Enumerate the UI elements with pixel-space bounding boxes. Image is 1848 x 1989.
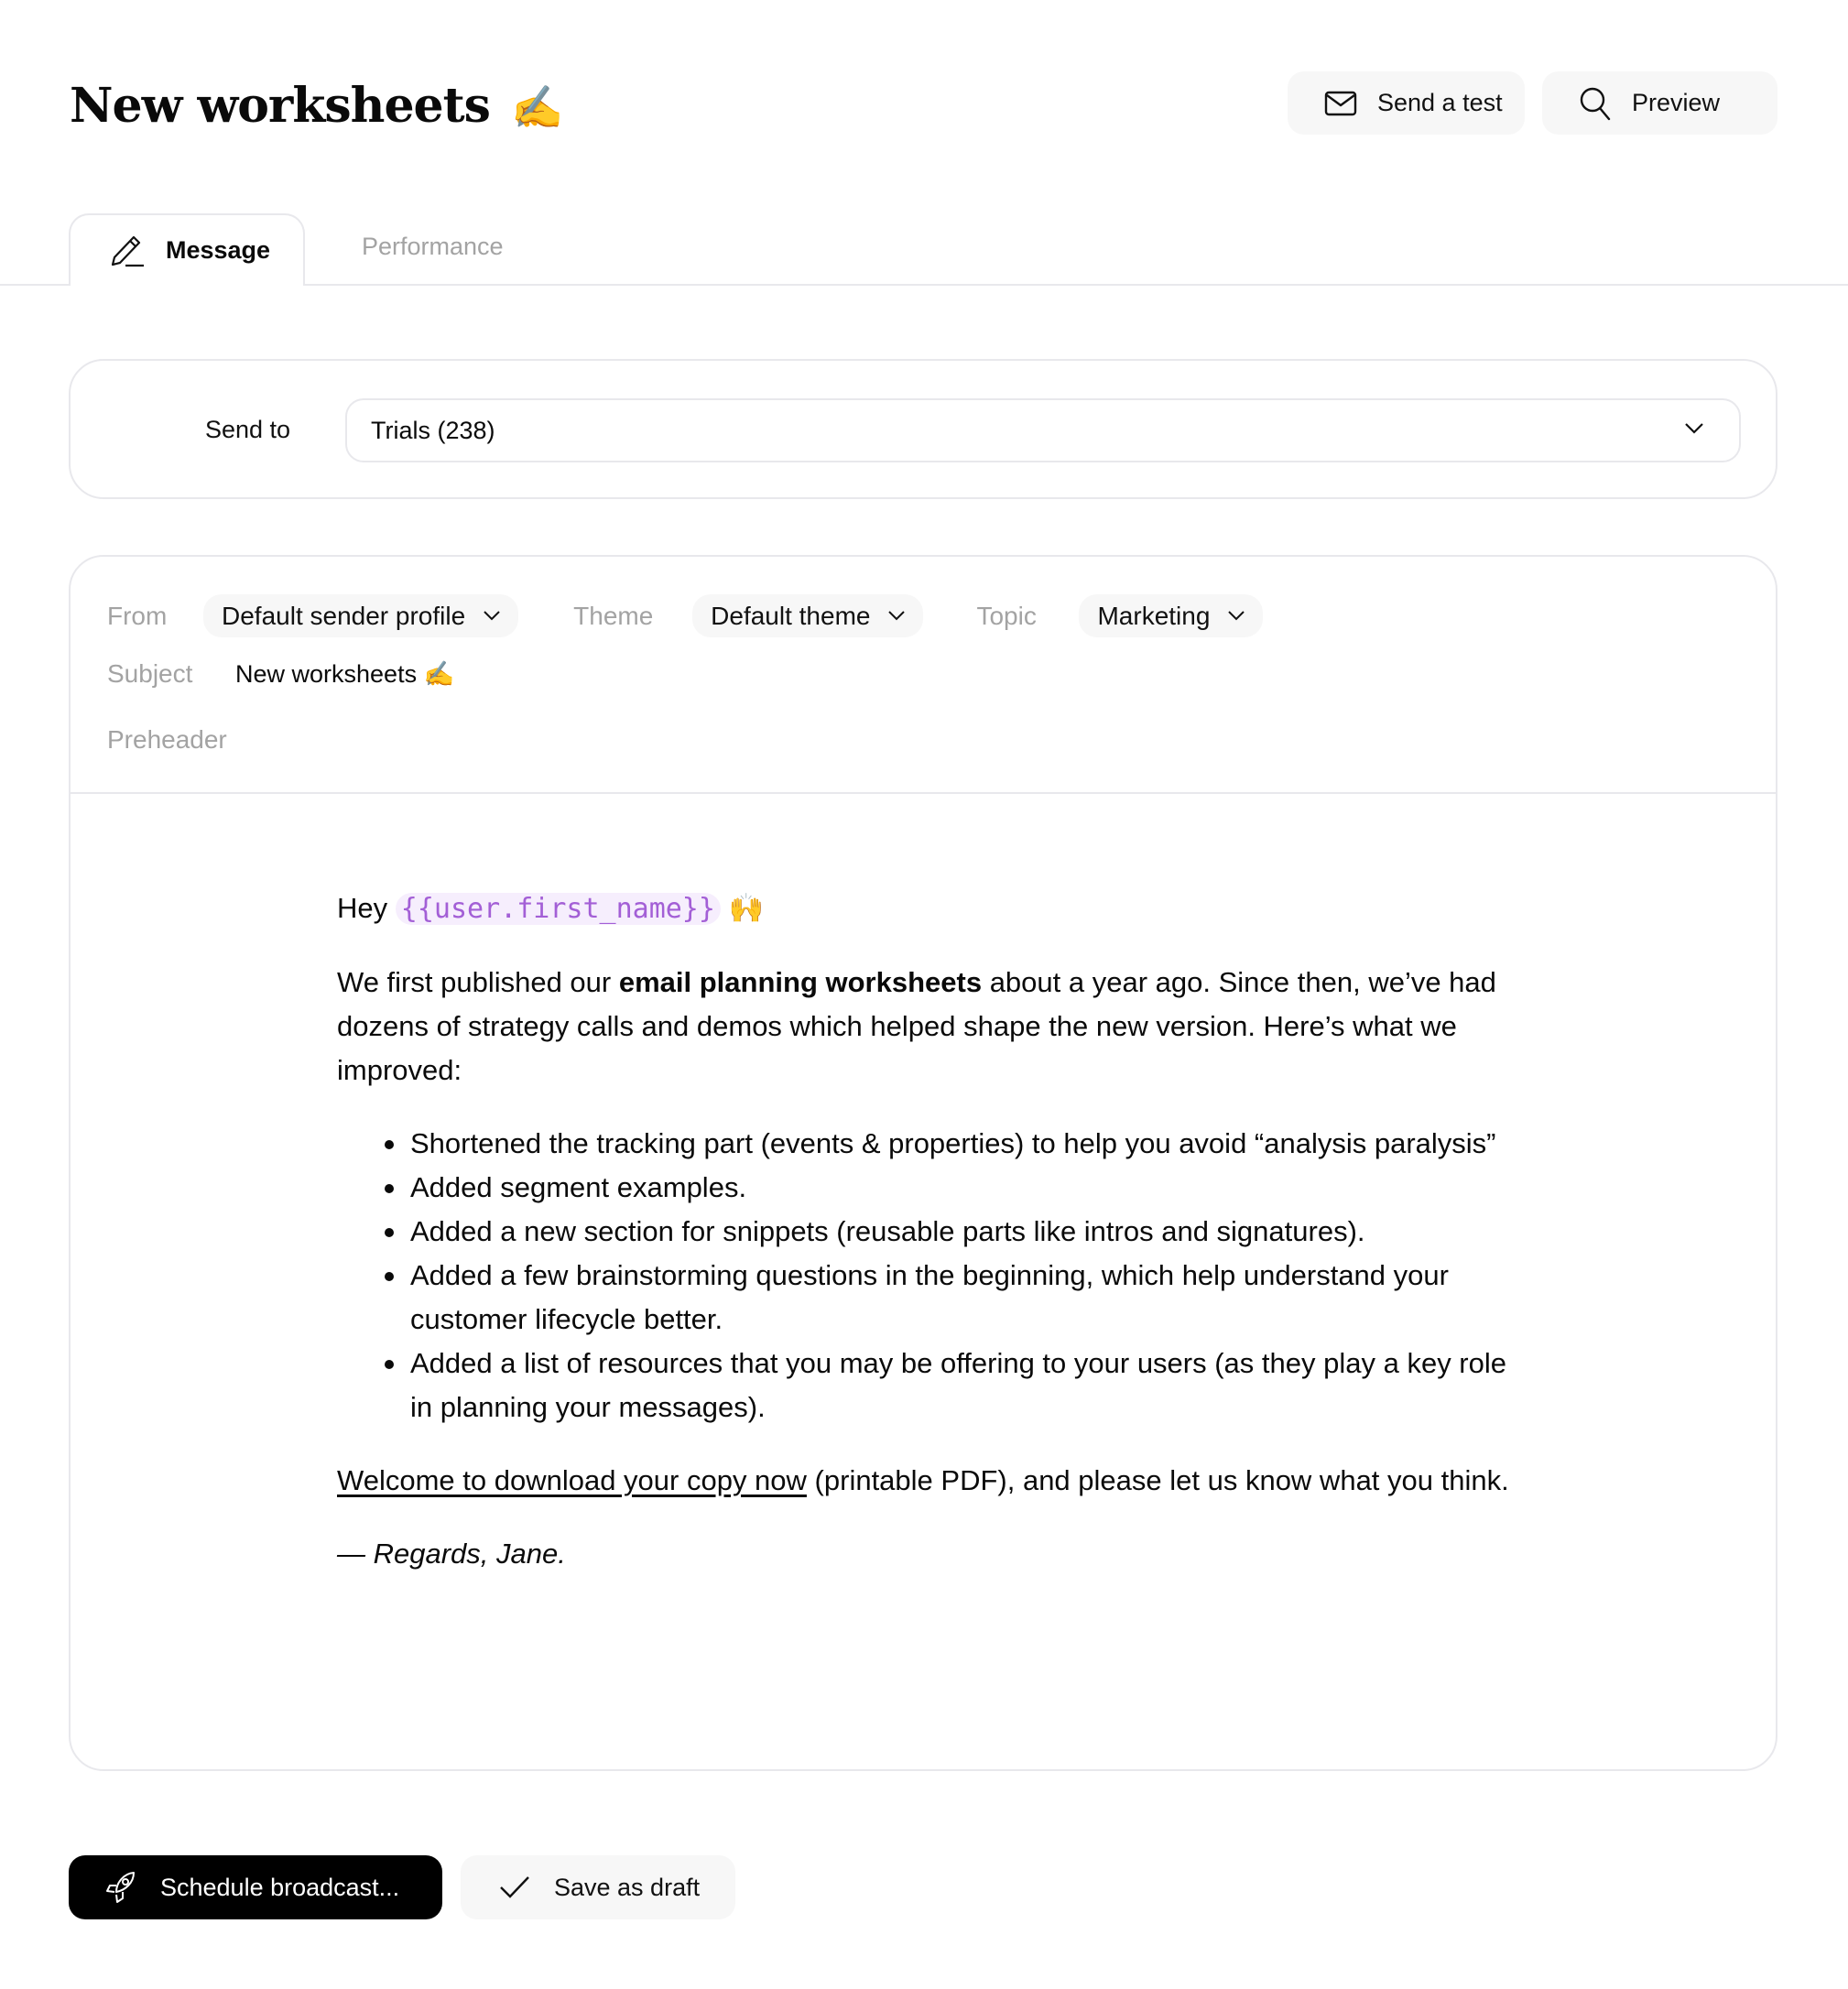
theme-value: Default theme [711, 601, 871, 630]
pencil-icon [109, 234, 146, 268]
from-select[interactable] [203, 594, 518, 637]
topic-select[interactable] [1079, 594, 1263, 637]
download-link[interactable]: Welcome to download your copy now [337, 1464, 807, 1496]
from-label: From [107, 601, 168, 630]
message-editor-card [69, 555, 1777, 1771]
list-item: Added segment examples. [410, 1166, 1518, 1210]
tab-message[interactable] [69, 213, 305, 286]
list-item: Added a list of resources that you may be offering to your users (as they play a key role in planning your messages). [410, 1342, 1518, 1429]
topic-label: Topic [976, 601, 1037, 630]
bold-text: email planning worksheets [618, 966, 983, 998]
chevron-down-icon [1228, 611, 1245, 621]
tab-message-label: Message [166, 236, 271, 264]
greeting-text: Hey [337, 892, 388, 924]
page-title [70, 73, 562, 140]
raised-hands-emoji: 🙌 [728, 892, 765, 924]
send-to-select[interactable] [345, 398, 1741, 462]
check-icon [499, 1875, 530, 1899]
editor-divider [71, 792, 1776, 794]
list-item: Added a new section for snippets (reusable parts like intros and signatures). [410, 1210, 1518, 1254]
preheader-row [107, 722, 777, 758]
meta-row-settings [107, 594, 1263, 637]
preview-label: Preview [1632, 89, 1721, 116]
writing-hand-emoji: ✍️ [511, 82, 563, 132]
preheader-input[interactable] [227, 722, 777, 758]
theme-label: Theme [573, 601, 654, 630]
page-title-text: New worksheets [70, 78, 490, 134]
schedule-broadcast-button[interactable] [69, 1855, 442, 1919]
cta-paragraph: Welcome to download your copy now (printable PDF), and please let us know what you think. [337, 1464, 1509, 1496]
send-to-value: Trials (238) [371, 416, 495, 444]
subject-label: Subject [107, 659, 193, 688]
intro-paragraph: We first published our email planning worksheets about a year ago. Since then, we’ve had dozens of strategy calls and demos which helped shape the new version. Here’s what we improved: [337, 966, 1496, 1086]
subject-input[interactable]: New worksheets ✍️ [235, 660, 455, 688]
preview-button[interactable] [1542, 71, 1777, 135]
theme-select[interactable] [692, 594, 923, 637]
chevron-down-icon [484, 611, 500, 621]
send-to-card [69, 359, 1777, 499]
tab-performance[interactable]: Performance [362, 233, 504, 260]
schedule-broadcast-label: Schedule broadcast... [160, 1873, 400, 1901]
from-value: Default sender profile [222, 601, 466, 630]
variable-chip[interactable]: {{user.first_name}} [396, 893, 721, 925]
rocket-icon [103, 1870, 138, 1905]
send-test-label: Send a test [1377, 89, 1503, 116]
list-item: Shortened the tracking part (events & properties) to help you avoid “analysis paralysis” [410, 1122, 1518, 1166]
chevron-down-icon [1684, 422, 1704, 435]
chevron-down-icon [888, 611, 905, 621]
preheader-label: Preheader [107, 725, 227, 754]
subject-row [107, 659, 454, 689]
improvements-list [337, 1122, 1518, 1429]
list-item: Added a few brainstorming questions in the beginning, which help understand your customer lifecycle better. [410, 1254, 1518, 1342]
save-draft-button[interactable] [461, 1855, 735, 1919]
send-to-label: Send to [205, 416, 291, 443]
message-body[interactable] [337, 886, 1518, 1605]
signoff: — Regards, Jane. [337, 1538, 566, 1570]
save-draft-label: Save as draft [554, 1873, 701, 1901]
topic-value: Marketing [1097, 601, 1211, 630]
greeting-line [337, 886, 1518, 931]
search-icon [1579, 86, 1612, 121]
envelope-icon [1324, 91, 1357, 116]
send-test-button[interactable] [1288, 71, 1525, 135]
